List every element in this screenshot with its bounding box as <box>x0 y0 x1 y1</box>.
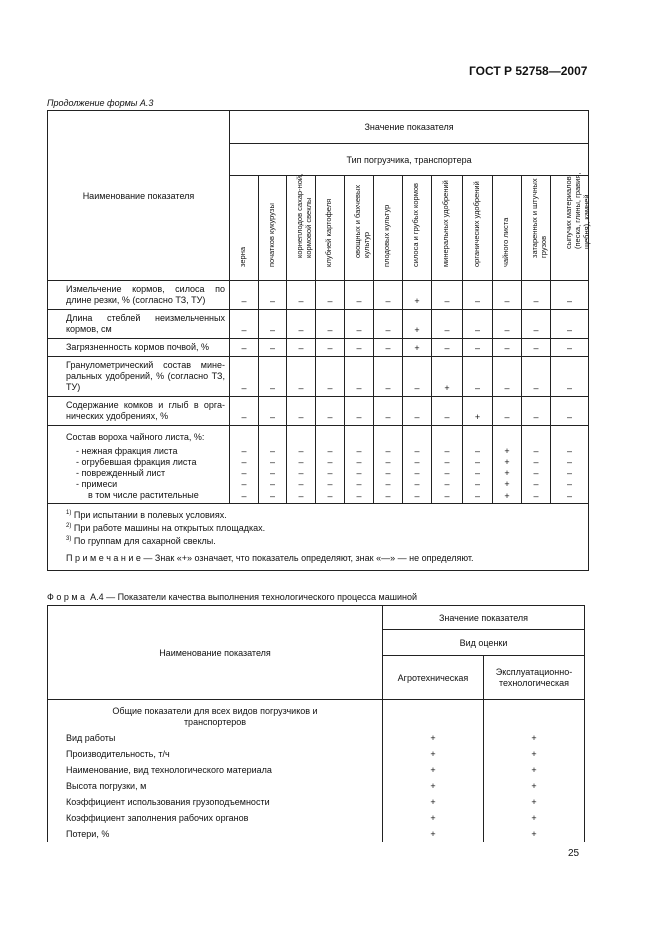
value-cell: – <box>259 357 287 397</box>
value-cell: – <box>374 281 403 310</box>
a4-col-agro: Агротехническая <box>383 656 484 700</box>
value-cell: – <box>403 357 432 397</box>
value-cell: – <box>230 490 259 504</box>
value-cell: – <box>493 281 522 310</box>
a4-expl-value: + <box>484 730 585 746</box>
value-cell: – <box>432 339 463 357</box>
value-cell: + <box>463 397 493 426</box>
value-cell: – <box>374 339 403 357</box>
value-cell: – <box>522 457 551 468</box>
value-cell: – <box>287 457 316 468</box>
value-cell: – <box>522 468 551 479</box>
value-cell: – <box>493 339 522 357</box>
value-cell: – <box>522 397 551 426</box>
value-cell: + <box>403 281 432 310</box>
a4-row-name: Коэффициент использования грузоподъемности <box>48 794 383 810</box>
value-cell: – <box>374 468 403 479</box>
value-cell: – <box>463 446 493 457</box>
value-cell: + <box>403 339 432 357</box>
table-row <box>48 762 585 778</box>
value-cell: – <box>287 479 316 490</box>
form-title: А.4 — Показатели качества выполнения технологического процесса машиной <box>85 592 417 602</box>
column-header: плодовых культур <box>374 176 403 281</box>
value-cell: – <box>345 446 374 457</box>
value-cell: – <box>230 468 259 479</box>
value-cell: – <box>374 457 403 468</box>
value-cell: – <box>287 446 316 457</box>
form-a3-table <box>47 110 589 571</box>
value-cell: – <box>403 468 432 479</box>
tea-item-name: в том числе растительные <box>48 490 230 504</box>
value-cell: – <box>493 397 522 426</box>
footnote-3: $^{3)}$ По группам для сахарной свеклы. <box>66 536 216 546</box>
a4-row-name: Высота погрузки, м <box>48 778 383 794</box>
value-cell: – <box>551 281 589 310</box>
value-cell: – <box>493 310 522 339</box>
value-cell: – <box>403 446 432 457</box>
value-cell: – <box>287 397 316 426</box>
value-cell: – <box>551 357 589 397</box>
a4-expl-value: + <box>484 826 585 842</box>
type-header: Тип погрузчика, транспортера <box>230 144 589 176</box>
value-cell: – <box>463 468 493 479</box>
value-cell: – <box>345 490 374 504</box>
footnote-1: $^{1)}$ При испытании в полевых условиях. <box>66 510 227 520</box>
tea-item-row <box>48 479 589 490</box>
a4-agro-value: + <box>383 778 484 794</box>
value-cell: + <box>432 357 463 397</box>
value-cell: – <box>374 446 403 457</box>
value-cell: – <box>287 468 316 479</box>
column-header: корнеплодов сахар-ной, кормовой свеклы <box>287 176 316 281</box>
column-header: минеральных удобрений <box>432 176 463 281</box>
value-cell: – <box>287 339 316 357</box>
continuation-label: Продолжение формы А.3 <box>47 98 154 108</box>
a4-expl-value: + <box>484 746 585 762</box>
table-row <box>48 281 589 310</box>
value-cell: – <box>374 357 403 397</box>
value-cell: – <box>403 457 432 468</box>
value-cell: + <box>493 479 522 490</box>
tea-item-name: - нежная фракция листа <box>48 446 230 457</box>
value-cell: – <box>287 310 316 339</box>
a4-expl-value: + <box>484 778 585 794</box>
value-cell: + <box>493 446 522 457</box>
value-cell: – <box>432 446 463 457</box>
tea-item-name: - примеси <box>48 479 230 490</box>
tea-item-row <box>48 490 589 504</box>
value-cell: – <box>316 457 345 468</box>
value-cell: – <box>551 310 589 339</box>
a4-row-name: Вид работы <box>48 730 383 746</box>
value-cell: – <box>374 397 403 426</box>
value-cell: – <box>493 357 522 397</box>
value-cell: – <box>551 457 589 468</box>
column-header: клубней картофеля <box>316 176 345 281</box>
value-cell: – <box>551 446 589 457</box>
row-name: Измельчение кормов, силоса по длине резки, % (согласно ТЗ, ТУ) <box>48 281 230 310</box>
value-cell: – <box>230 281 259 310</box>
table-row <box>48 730 585 746</box>
form-a4-title <box>47 592 417 602</box>
value-cell: – <box>316 310 345 339</box>
table-row <box>48 826 585 842</box>
value-cell: – <box>316 468 345 479</box>
value-cell: – <box>432 310 463 339</box>
column-header: органических удобрений <box>463 176 493 281</box>
a4-expl-value: + <box>484 810 585 826</box>
column-header: початков кукурузы <box>259 176 287 281</box>
name-column-header: Наименование показателя <box>48 111 230 281</box>
column-header: чайного листа <box>493 176 522 281</box>
a4-expl-value: + <box>484 762 585 778</box>
table-row <box>48 810 585 826</box>
tea-item-row <box>48 446 589 457</box>
value-cell: – <box>374 490 403 504</box>
value-cell: – <box>259 490 287 504</box>
value-cell: – <box>259 281 287 310</box>
column-header: зерна <box>230 176 259 281</box>
value-cell: – <box>345 457 374 468</box>
row-name: Длина стеблей неизмельченных кормов, см <box>48 310 230 339</box>
form-a4-table <box>47 605 585 842</box>
value-cell: – <box>432 281 463 310</box>
table-row <box>48 310 589 339</box>
tea-item-row <box>48 468 589 479</box>
value-cell: – <box>403 490 432 504</box>
value-cell: – <box>463 339 493 357</box>
value-cell: + <box>493 490 522 504</box>
value-cell: – <box>259 339 287 357</box>
a4-group-title: Общие показатели для всех видов погрузчиков и транспортеров <box>48 700 383 731</box>
value-cell: – <box>316 479 345 490</box>
value-cell: – <box>316 339 345 357</box>
a4-agro-value: + <box>383 794 484 810</box>
column-header: силоса и грубых кормов <box>403 176 432 281</box>
value-cell: – <box>551 468 589 479</box>
tea-item-name: - поврежденный лист <box>48 468 230 479</box>
page-number: 25 <box>568 848 580 859</box>
a4-agro-value: + <box>383 746 484 762</box>
row-name: Содержание комков и глыб в орга-нических удобрениях, % <box>48 397 230 426</box>
value-cell: – <box>551 339 589 357</box>
document-id: ГОСТ Р 52758—2007 <box>469 64 588 78</box>
value-cell: – <box>551 397 589 426</box>
table-row <box>48 397 589 426</box>
value-cell: – <box>432 397 463 426</box>
value-cell: – <box>522 281 551 310</box>
value-cell: – <box>230 397 259 426</box>
value-cell: – <box>316 357 345 397</box>
column-header: овощных и бахчевых культур <box>345 176 374 281</box>
a4-row-name: Потери, % <box>48 826 383 842</box>
value-cell: – <box>522 339 551 357</box>
value-cell: – <box>345 397 374 426</box>
tea-group-title: Состав вороха чайного листа, %: <box>48 426 230 447</box>
a4-eval-header: Вид оценки <box>383 630 585 656</box>
value-cell: – <box>432 468 463 479</box>
a4-row-name: Коэффициент заполнения рабочих органов <box>48 810 383 826</box>
value-cell: – <box>230 446 259 457</box>
row-name: Загрязненность кормов почвой, % <box>48 339 230 357</box>
note: П р и м е ч а н и е — Знак «+» означает, что показатель определяют, знак «—» — не определяют. <box>66 553 474 563</box>
value-cell: – <box>287 357 316 397</box>
value-cell: – <box>230 339 259 357</box>
value-cell: – <box>259 479 287 490</box>
footnotes-cell <box>48 504 589 571</box>
value-cell: – <box>259 310 287 339</box>
value-cell: – <box>316 397 345 426</box>
value-cell: – <box>316 446 345 457</box>
value-cell: – <box>522 310 551 339</box>
value-cell: – <box>230 357 259 397</box>
a4-agro-value: + <box>383 810 484 826</box>
value-cell: – <box>432 479 463 490</box>
value-cell: – <box>287 281 316 310</box>
a4-value-header: Значение показателя <box>383 606 585 630</box>
value-cell: – <box>522 446 551 457</box>
value-cell: – <box>463 310 493 339</box>
value-cell: – <box>432 490 463 504</box>
value-cell: – <box>287 490 316 504</box>
value-cell: – <box>463 490 493 504</box>
value-cell: – <box>403 479 432 490</box>
value-cell: – <box>522 479 551 490</box>
value-cell: – <box>345 357 374 397</box>
value-cell: – <box>463 479 493 490</box>
table-row <box>48 778 585 794</box>
table-row <box>48 339 589 357</box>
a4-name-header: Наименование показателя <box>48 606 383 700</box>
value-cell: – <box>551 490 589 504</box>
column-header: затаренных и штучных грузов <box>522 176 551 281</box>
value-cell: – <box>374 310 403 339</box>
value-cell: + <box>493 468 522 479</box>
value-cell: – <box>259 397 287 426</box>
value-cell: – <box>463 281 493 310</box>
value-cell: – <box>230 479 259 490</box>
value-cell: – <box>522 490 551 504</box>
table-row <box>48 357 589 397</box>
tea-item-name: - огрубевшая фракция листа <box>48 457 230 468</box>
value-cell: – <box>316 490 345 504</box>
a4-agro-value: + <box>383 730 484 746</box>
a4-col-expl: Эксплуатационно-технологическая <box>484 656 585 700</box>
tea-item-row <box>48 457 589 468</box>
value-cell: – <box>463 457 493 468</box>
value-cell: – <box>259 446 287 457</box>
value-cell: – <box>230 310 259 339</box>
value-cell: – <box>259 457 287 468</box>
value-cell: – <box>345 310 374 339</box>
table-row <box>48 746 585 762</box>
a4-agro-value: + <box>383 826 484 842</box>
value-cell: – <box>403 397 432 426</box>
value-cell: – <box>345 281 374 310</box>
a4-row-name: Производительность, т/ч <box>48 746 383 762</box>
footnote-2: $^{2)}$ При работе машины на открытых площадках. <box>66 523 266 533</box>
value-cell: – <box>374 479 403 490</box>
value-cell: – <box>345 339 374 357</box>
column-header: сыпучих материалов (песка, глины, гравия, щебня), камней <box>551 176 589 281</box>
value-cell: + <box>493 457 522 468</box>
value-cell: – <box>259 468 287 479</box>
value-cell: – <box>463 357 493 397</box>
value-cell: + <box>403 310 432 339</box>
a4-row-name: Наименование, вид технологического материала <box>48 762 383 778</box>
value-cell: – <box>345 479 374 490</box>
value-cell: – <box>432 457 463 468</box>
value-cell: – <box>316 281 345 310</box>
value-cell: – <box>230 457 259 468</box>
table-row <box>48 794 585 810</box>
value-cell: – <box>345 468 374 479</box>
row-name: Гранулометрический состав мине-ральных удобрений, % (согласно ТЗ, ТУ) <box>48 357 230 397</box>
value-cell: – <box>551 479 589 490</box>
a4-expl-value: + <box>484 794 585 810</box>
value-header: Значение показателя <box>230 111 589 144</box>
form-label: Ф о р м а <box>47 592 86 602</box>
a4-agro-value: + <box>383 762 484 778</box>
value-cell: – <box>522 357 551 397</box>
